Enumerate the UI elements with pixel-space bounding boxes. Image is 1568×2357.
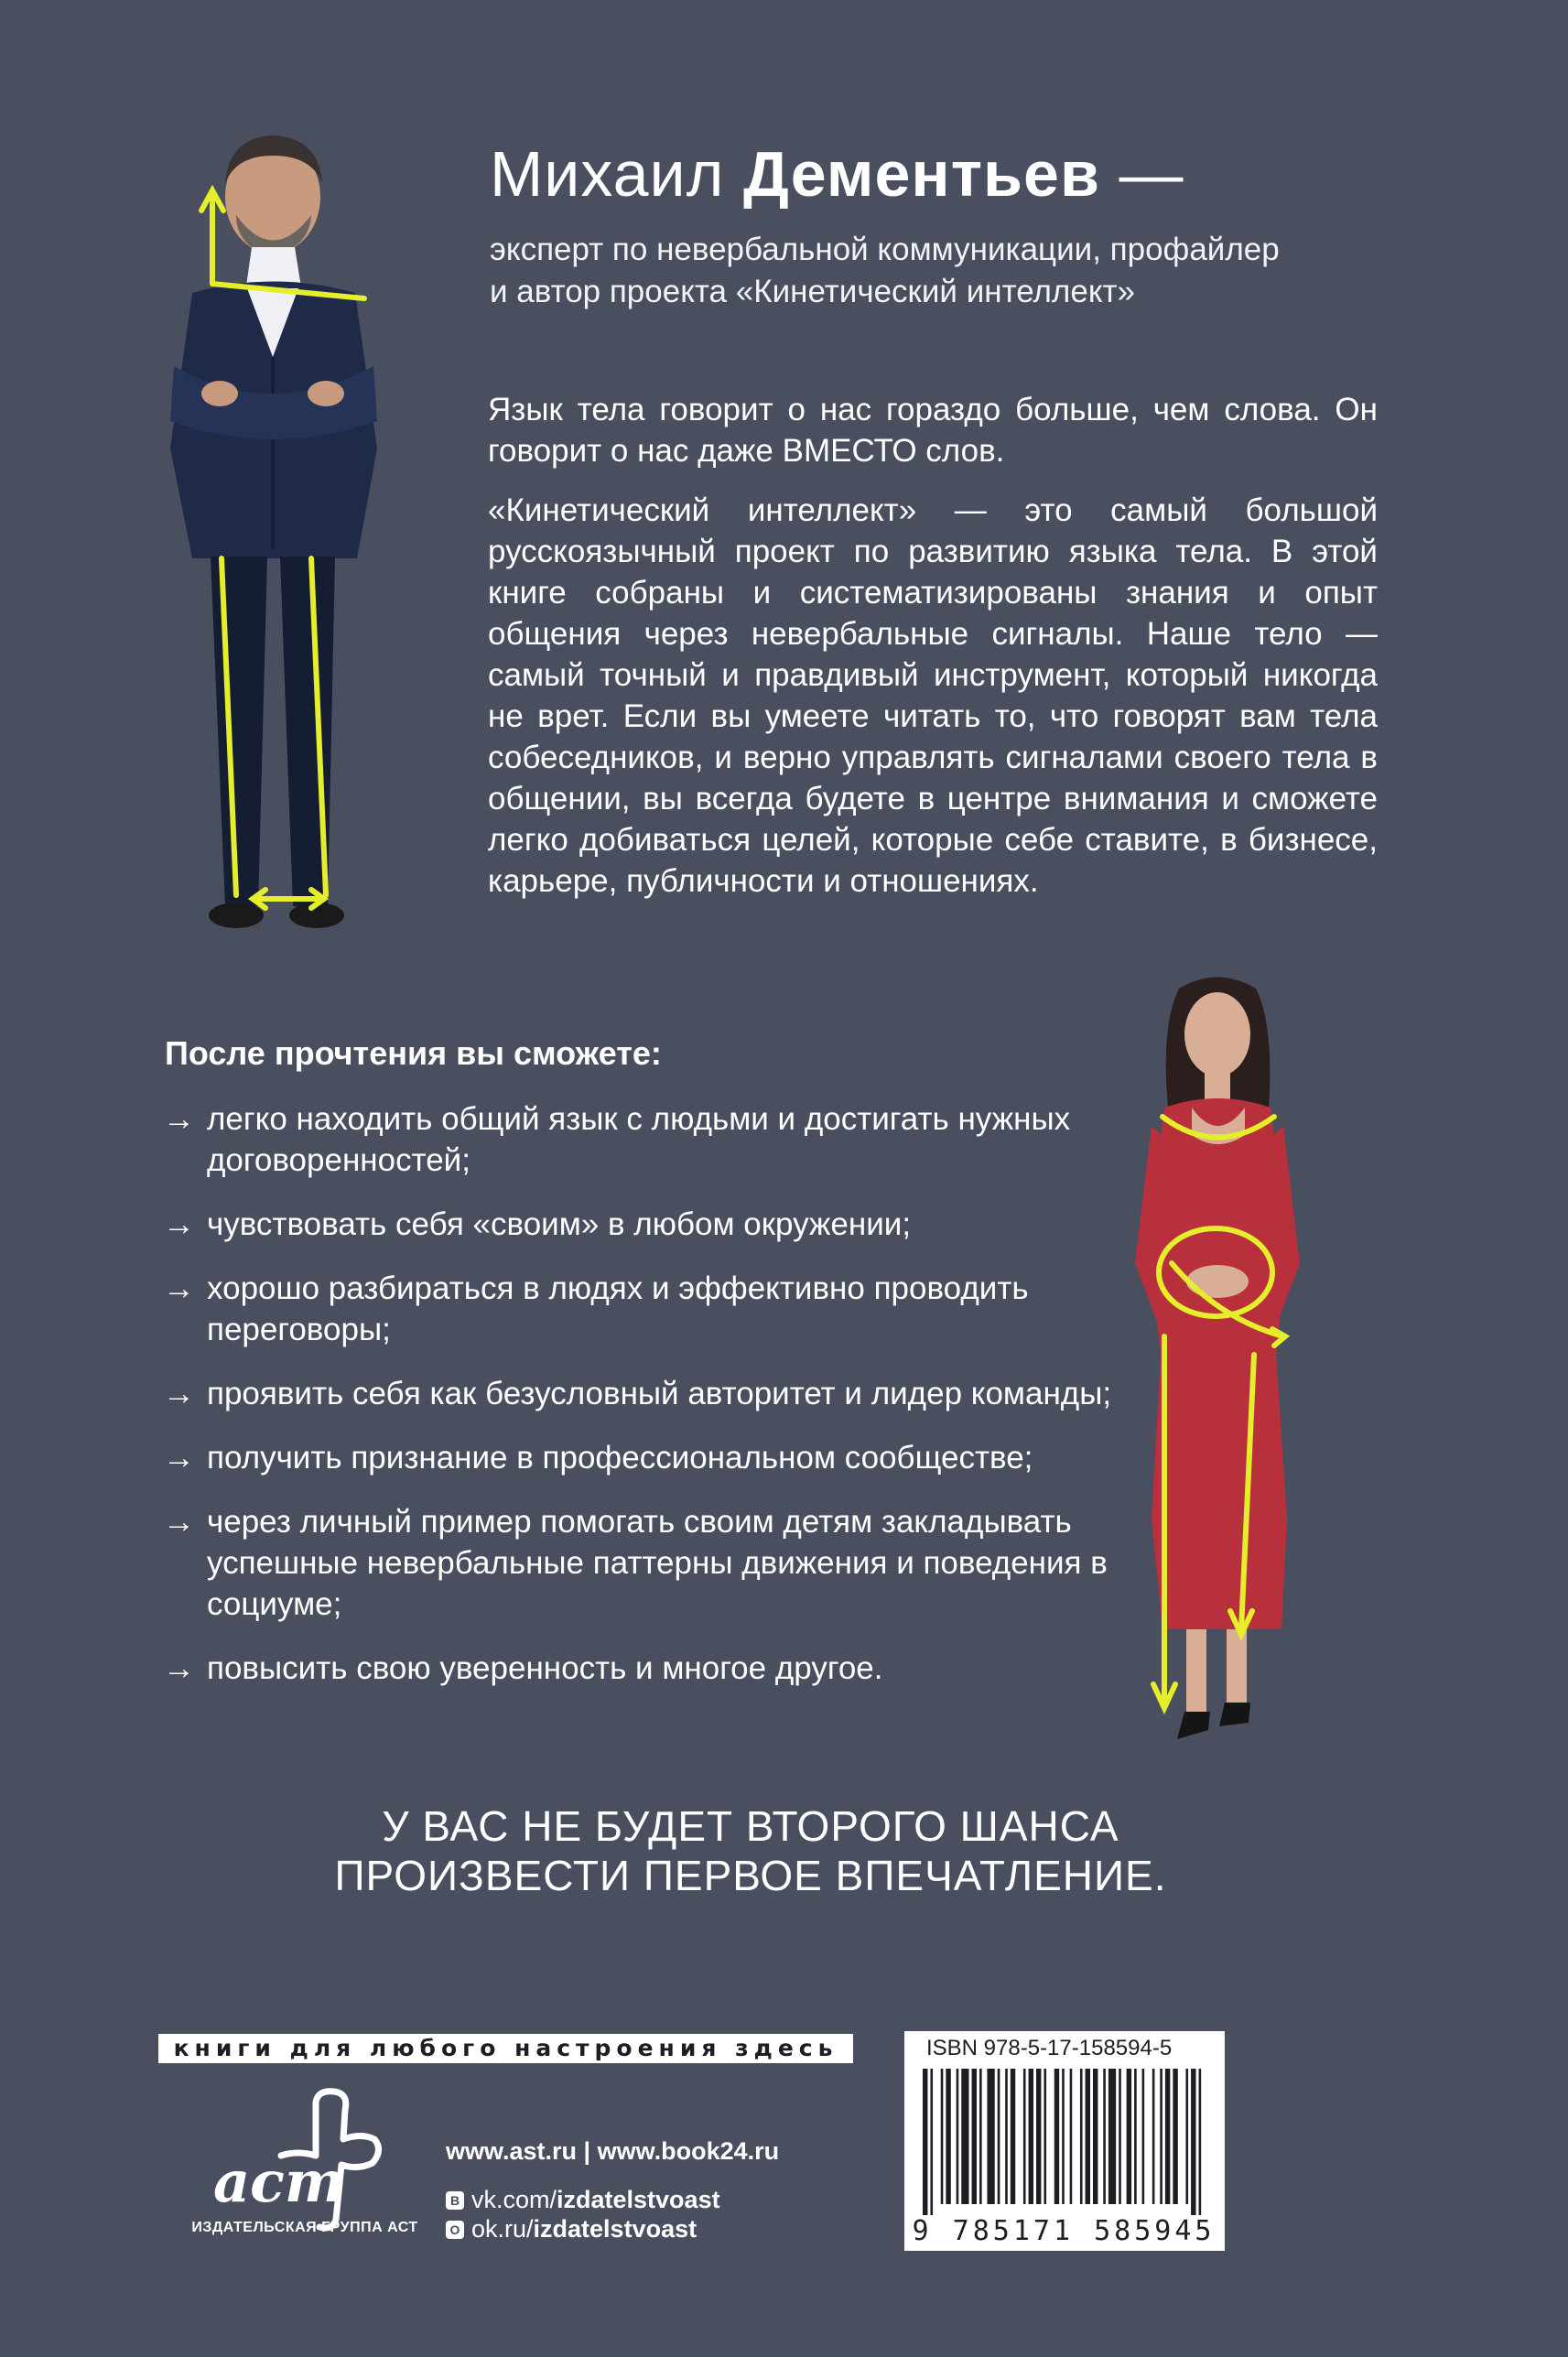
barcode-bar bbox=[1029, 2069, 1033, 2204]
barcode-bar bbox=[1160, 2069, 1162, 2204]
barcode bbox=[923, 2069, 1206, 2215]
ean-digits: 9 785171 585945 bbox=[912, 2215, 1216, 2247]
barcode-bar bbox=[1023, 2069, 1026, 2204]
benefits-title: После прочтения вы сможете: bbox=[165, 1034, 662, 1072]
author-subtitle-line2: и автор проекта «Кинетический интеллект» bbox=[490, 274, 1136, 309]
ast-logo bbox=[178, 2082, 416, 2238]
barcode-bar bbox=[1191, 2069, 1195, 2215]
arrow-icon: → bbox=[163, 1206, 195, 1242]
barcode-bar bbox=[1134, 2069, 1137, 2204]
barcode-bar bbox=[1062, 2069, 1065, 2204]
arrow-icon: → bbox=[163, 1504, 195, 1540]
barcode-bar bbox=[961, 2069, 968, 2204]
barcode-bar bbox=[1044, 2069, 1046, 2204]
barcode-bar bbox=[1127, 2069, 1131, 2204]
author-subtitle-line1: эксперт по невербальной коммуникации, профайлер bbox=[490, 232, 1280, 267]
barcode-bar bbox=[1142, 2069, 1145, 2204]
list-item: → получить признание в профессиональном сообществе; bbox=[163, 1437, 1152, 1478]
author-name bbox=[490, 137, 1184, 211]
barcode-bar bbox=[1152, 2069, 1155, 2204]
ok-link[interactable]: О ok.ru/izdatelstvoast bbox=[446, 2215, 697, 2243]
barcode-bar bbox=[930, 2069, 933, 2215]
barcode-bar bbox=[1199, 2069, 1202, 2215]
intro-text bbox=[488, 389, 1378, 920]
barcode-bar bbox=[1054, 2069, 1059, 2204]
barcode-bar bbox=[1108, 2069, 1116, 2204]
list-item: → легко находить общий язык с людьми и достигать нужных договоренностей; bbox=[163, 1098, 1152, 1181]
vk-link[interactable]: В vk.com/izdatelstvoast bbox=[446, 2186, 720, 2214]
slogan-line2: ПРОИЗВЕСТИ ПЕРВОЕ ВПЕЧАТЛЕНИЕ. bbox=[334, 1852, 1167, 1899]
barcode-bar bbox=[1011, 2069, 1015, 2204]
author-first-name: Михаил bbox=[490, 138, 725, 210]
list-item: → чувствовать себя «своим» в любом окружении; bbox=[163, 1204, 1152, 1245]
ok-icon: О bbox=[446, 2221, 464, 2239]
barcode-bar bbox=[1005, 2069, 1008, 2204]
barcode-bar bbox=[1103, 2069, 1106, 2204]
intro-paragraph-2: «Кинетический интеллект» — это самый большой русскоязычный проект по развитию языка тела. В этой книге собраны и систематизированы знания и опыт общения через невербальные сигналы. Наше тело — самый точный и правдивый инструмент, который никогда не врет. Если вы умеете читать то, что говорят вам тела собеседников, и верно управлять сигналами своего тела в общении, вы всегда будете в центре внимания и сможете легко добиваться целей, которые себе ставите, в бизнесе, карьере, публичности и отношениях. bbox=[488, 492, 1378, 899]
arrow-icon: → bbox=[163, 1376, 195, 1411]
barcode-bar bbox=[1036, 2069, 1041, 2204]
author-last-name: Дементьев bbox=[742, 138, 1100, 210]
list-item: → хорошо разбираться в людях и эффективно проводить переговоры; bbox=[163, 1268, 1152, 1350]
barcode-bar bbox=[1086, 2069, 1090, 2204]
barcode-bar bbox=[1119, 2069, 1121, 2204]
barcode-bar bbox=[1165, 2069, 1170, 2204]
intro-paragraph-1: Язык тела говорит о нас гораздо больше, чем слова. Он говорит о нас даже ВМЕСТО слов. bbox=[488, 392, 1378, 469]
barcode-bar bbox=[923, 2069, 927, 2215]
benefits-list bbox=[163, 1098, 1152, 1712]
barcode-bar bbox=[979, 2069, 982, 2204]
barcode-bar bbox=[1185, 2069, 1188, 2204]
author-subtitle bbox=[490, 229, 1405, 313]
publisher-name: ИЗДАТЕЛЬСКАЯ ГРУППА АСТ bbox=[191, 2220, 418, 2235]
woman-figure-illustration bbox=[1108, 970, 1327, 1757]
website-links[interactable]: www.ast.ru | www.book24.ru bbox=[446, 2137, 780, 2165]
arrow-icon: → bbox=[163, 1650, 195, 1686]
barcode-bar bbox=[941, 2069, 944, 2204]
barcode-bar bbox=[972, 2069, 977, 2204]
slogan-line1: У ВАС НЕ БУДЕТ ВТОРОГО ШАНСА bbox=[382, 1802, 1119, 1850]
arrow-icon: → bbox=[163, 1440, 195, 1476]
publisher-tagline: книги для любого настроения здесь bbox=[158, 2034, 853, 2063]
vk-icon: В bbox=[446, 2191, 464, 2210]
barcode-bar bbox=[1080, 2069, 1083, 2204]
list-item: → проявить себя как безусловный авторитет и лидер команды; bbox=[163, 1373, 1152, 1414]
barcode-bar bbox=[998, 2069, 1000, 2204]
barcode-bar bbox=[1070, 2069, 1073, 2204]
author-dash: — bbox=[1119, 138, 1184, 210]
barcode-bar bbox=[1173, 2069, 1177, 2204]
logo-text: аст bbox=[213, 2148, 345, 2215]
barcode-bar bbox=[957, 2069, 959, 2204]
slogan bbox=[275, 1801, 1227, 1900]
list-item: → через личный пример помогать своим детям закладывать успешные невербальные паттерны движения и поведения в социуме; bbox=[163, 1501, 1152, 1625]
barcode-bar bbox=[946, 2069, 950, 2204]
man-figure-illustration bbox=[137, 119, 403, 943]
arrow-icon: → bbox=[163, 1270, 195, 1306]
arrow-icon: → bbox=[163, 1101, 195, 1137]
list-item: → повысить свою уверенность и многое другое. bbox=[163, 1648, 1152, 1689]
isbn-number: ISBN 978-5-17-158594-5 bbox=[926, 2036, 1173, 2060]
barcode-bar bbox=[1093, 2069, 1098, 2204]
barcode-bar bbox=[987, 2069, 994, 2204]
